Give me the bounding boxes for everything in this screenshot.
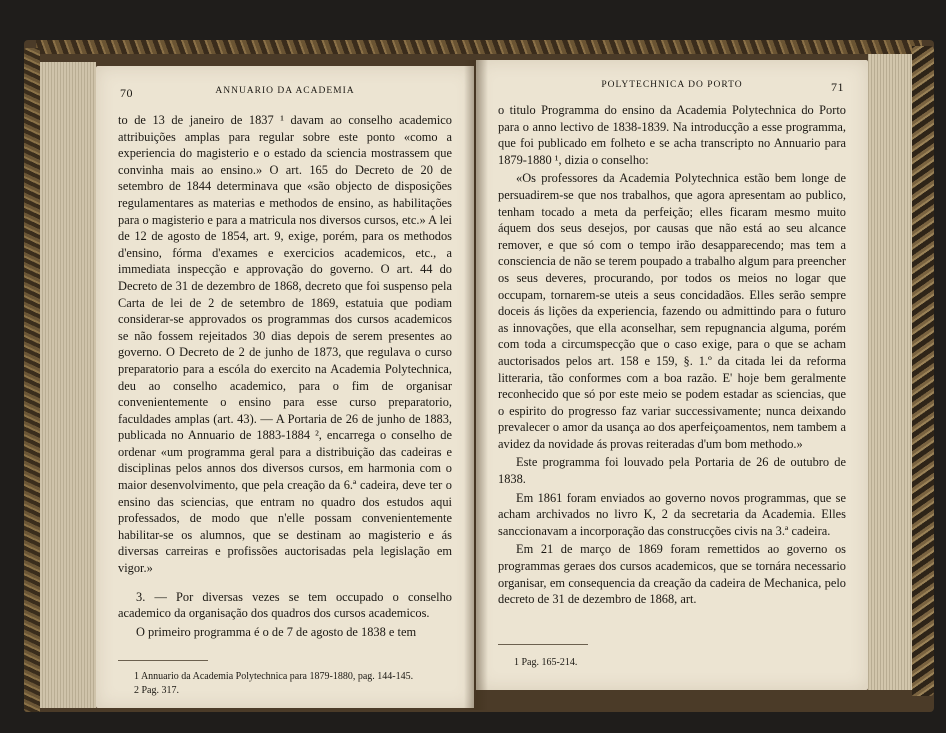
right-paragraph-4: Em 1861 foram enviados ao governo novos programmas, que se acham archivados no livro K, 2 da secretaria da Academia. Elles sanccionavam a incorporação das construcções civis na 3.ª cadeira. <box>498 490 846 538</box>
right-page-edges <box>868 54 912 690</box>
right-paragraph-3: Este programma foi louvado pela Portaria de 26 de outubro de 1838. <box>498 455 846 487</box>
right-paragraph-2: «Os professores da Academia Polytechnica estão bem longe de persuadirem-se que nos trabalhos, que agora apresentam ao publico, tenham tocado a meta da perfeição; elles ficaram mesmo muito áquem dos seus desejos, por causas que não está ao seu alcance remover, e que só com o tempo irão desapparecendo; mas tem a consciencia de não se terem poupado a trabalho algum para preencher os seus deveres, procurando, por todos os meios no logar que occupam, tornarem-se uteis a seus concidadãos. Elles serão sempre doceis ás lições da experiencia, fazendo ou admittindo para o futuro as innovações, que ella aconselhar, sem repugnancia alguma, porém com toda a circumspecção que o caso exige, para o que se acham auctorisados pelos art. 158 e 159, §. 1.º da citada lei da reforma litteraria, tão conformes com a boa razão. E' hoje bem geralmente reconhecido que só por este meio se podem estadar as sciencias, que o espirito do progresso faz variar successivamente; nunca deixando prevalecer o amor da usança ao dos aperfeiçoamentos, nem tambem a avidez da novidade ás provas reiteradas d'um bom methodo.» <box>498 171 846 451</box>
left-paragraph-3: O primeiro programma é o de 7 de agosto de 1838 e tem <box>136 624 417 639</box>
left-paragraph-1: to de 13 de janeiro de 1837 ¹ davam ao conselho academico attribuições amplas para regular sobre este ponto «como a experiencia do magisterio e o estado da sciencia mostrassem que convinha mais ao ensino.» O art. 165 do Decreto de 20 de setembro de 1844 determinava que «são objecto de disposições regulamentares as materias e methodos de ensino, as habilitações para o magisterio e para a matricula nos diversos cursos, etc.» A lei de 12 de agosto de 1854, art. 9, exige, porém, para os methodos d'ensino, fórma d'exames e exercicios academicos, etc., a immediata inspecção e approvação do governo. O art. 44 do Decreto de 31 de dezembro de 1868, decreto que foi suspenso pela Carta de lei de 2 de setembro de 1869, estatuia que podiam considerar-se approvados os programmas dos cursos academicos se não fossem rejeitados 30 dias depois de serem presentes ao governo. O Decreto de 2 de junho de 1873, que regulava o curso preparatorio para a escóla do exercito na Academia Polytechnica, deu ao conselho academico, para o fim de organisar convenientemente o ensino para esse curso preparatorio, faculdades amplas (art. 43). — A Portaria de 26 de junho de 1883, publicada no Annuario de 1883-1884 ², encarrega o conselho de ordenar «um programma geral para a distribuição das cadeiras e disciplinas pelos annos dos diversos cursos, em harmonia com o maior desenvolvimento, que pela creação da 6.ª cadeira, deve ter o ensino das sciencias, que entram no quadro dos estudos aqui professados, de modo que n'elle possam convenientemente habilitar-se os alumnos, que se destinam ao magisterio e ás diversas carreiras e profissões auctorisadas pela legislação em vigor.» <box>118 113 452 576</box>
right-paragraph-1: o titulo Programma do ensino da Academia Polytechnica do Porto para o anno lectivo de 1838-1839. Na introducção a esse programma, que foi publicado em folheto e se acha transcripto no Annuario para 1879-1880 ¹, dizia o conselho: <box>498 103 846 167</box>
left-page-edges <box>40 62 96 708</box>
right-page-body <box>498 102 846 608</box>
right-footnote-rule <box>498 644 588 645</box>
left-running-head <box>120 86 450 100</box>
left-footnotes <box>134 670 452 698</box>
marbled-right-cover <box>912 46 934 696</box>
right-paragraph-5: Em 21 de março de 1869 foram remettidos ao governo os programmas geraes dos cursos academicos, que se tornára necessario organisar, em consequencia da creação da cadeira de Mechanica, pelo decreto de 31 de dezembro de 1868, art. <box>498 542 846 607</box>
right-running-title: POLYTECHNICA DO PORTO <box>601 80 743 90</box>
right-page-number: 71 <box>831 80 844 94</box>
left-running-title: ANNUARIO DA ACADEMIA <box>215 86 355 96</box>
left-footnote-2: 2 Pag. 317. <box>134 685 179 696</box>
marbled-left-cover <box>24 48 40 712</box>
right-footnote-1: 1 Pag. 165-214. <box>514 657 578 668</box>
left-footnote-1: 1 Annuario da Academia Polytechnica para 1879-1880, pag. 144-145. <box>134 671 414 682</box>
right-footnotes <box>514 656 846 670</box>
right-page <box>476 60 868 690</box>
left-paragraph-2: 3. — Por diversas vezes se tem occupado o conselho academico da organisação dos quadros dos cursos academicos. <box>118 589 452 621</box>
right-running-head <box>500 80 844 94</box>
left-footnote-rule <box>118 660 208 661</box>
marbled-top-edge <box>36 40 922 54</box>
left-page-number: 70 <box>120 86 133 100</box>
left-page <box>96 66 474 708</box>
left-page-body <box>118 112 452 640</box>
open-book <box>24 40 934 712</box>
